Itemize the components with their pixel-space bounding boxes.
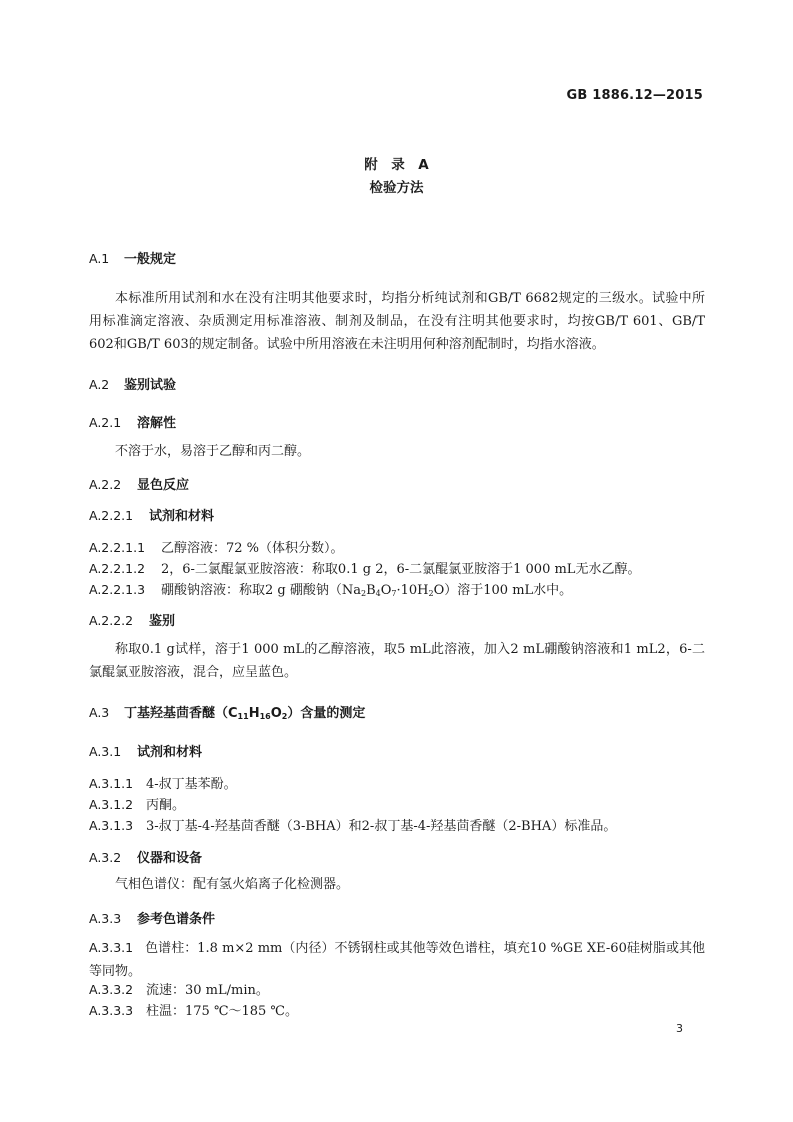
section-title: 一般规定 [124,252,177,267]
section-title: 试剂和材料 [149,509,215,524]
section-a32-paragraph: 气相色谱仪：配有氢火焰离子化检测器。 [115,877,350,892]
item-a332 [89,979,269,998]
section-a33-heading [89,908,215,927]
section-number: A.3 [89,705,110,720]
section-a222-paragraph: 称取0.1 g试样，溶于1 000 mL的乙醇溶液，取5 mL此溶液，加入2 mL硼酸钠溶液和1 mL2，6-二氯醌氯亚胺溶液，混合，应呈蓝色。 [89,642,705,680]
item-a331 [89,936,705,983]
section-title: 仪器和设备 [137,851,203,866]
section-title: 鉴别试验 [124,378,177,393]
item-text: 柱温：175 ℃～185 ℃。 [146,1004,298,1019]
item-number: A.3.3.1 [89,940,134,955]
section-a1-paragraph: 本标准所用试剂和水在没有注明其他要求时，均指分析纯试剂和GB/T 6682规定的三级水。试验中所用标准滴定溶液、杂质测定用标准溶液、制剂及制品，在没有注明其他要求时，均按GB/T 601、GB/T 602和GB/T 603的规定制备。试验中所用溶液在未注明用何种溶剂配制时，均指水溶液。 [89,291,705,352]
section-number: A.3.2 [89,850,122,865]
page-number: 3 [676,1022,683,1035]
section-a31-heading [89,741,202,760]
section-title: 丁基羟基茴香醚$(C_{11}H_{16}O_2)$含量的测定 [124,706,366,721]
section-a3-heading [89,702,365,721]
section-title: 参考色谱条件 [137,912,216,927]
section-a222-heading [89,610,175,629]
standard-number: GB 1886.12—2015 [566,88,703,103]
section-title: 溶解性 [137,416,177,431]
section-a1-heading [89,248,176,267]
item-number: A.3.1.1 [89,776,134,791]
item-number: A.3.3.3 [89,1003,134,1018]
item-number: A.3.3.2 [89,982,134,997]
section-title: 鉴别 [149,614,176,629]
item-number: A.2.2.1.3 [89,582,146,597]
section-a21-paragraph: 不溶于水，易溶于乙醇和丙二醇。 [115,444,311,459]
item-number: A.2.2.1.1 [89,540,146,555]
item-text: 色谱柱：1.8 m×2 mm（内径）不锈钢柱或其他等效色谱柱，填充10 %GE XE-60硅树脂或其他等同物。 [89,941,705,979]
item-a2212 [89,558,640,577]
appendix-label: 附 录 A [364,157,429,173]
section-title: 显色反应 [137,478,190,493]
section-a32-heading [89,847,202,866]
item-a2213 [89,579,572,598]
item-text: 3-叔丁基-4-羟基茴香醚（3-BHA）和2-叔丁基-4-羟基茴香醚（2-BHA）标准品。 [146,819,617,834]
section-a22-heading [89,474,189,493]
item-text: 硼酸钠溶液：称取2 g 硼酸钠$(Na_2B_4O_7\cdot 10H_2O)$溶于100 mL水中。 [161,583,573,598]
section-a2-heading [89,374,176,393]
item-a312 [89,794,185,813]
item-number: A.3.1.2 [89,797,134,812]
section-title: 试剂和材料 [137,745,203,760]
item-a333 [89,1000,298,1019]
section-number: A.2.2.2 [89,613,134,628]
item-number: A.2.2.1.2 [89,561,146,576]
item-text: 4-叔丁基苯酚。 [146,777,237,792]
item-text: 丙酮。 [146,798,186,813]
section-number: A.3.1 [89,744,122,759]
section-number: A.2.2.1 [89,508,134,523]
section-a21-heading [89,412,176,431]
section-number: A.3.3 [89,911,122,926]
section-number: A.2.1 [89,415,122,430]
appendix-title: 检验方法 [369,180,424,196]
item-a2211 [89,537,344,556]
item-number: A.3.1.3 [89,818,134,833]
section-a221-heading [89,505,214,524]
item-a311 [89,773,237,792]
section-number: A.1 [89,251,110,266]
item-a313 [89,815,616,834]
item-text: 2，6-二氯醌氯亚胺溶液：称取0.1 g 2，6-二氯醌氯亚胺溶于1 000 mL无水乙醇。 [161,562,641,577]
section-number: A.2.2 [89,477,122,492]
item-text: 乙醇溶液：72 %（体积分数）。 [161,541,344,556]
item-text: 流速：30 mL/min。 [146,983,269,998]
section-number: A.2 [89,377,110,392]
